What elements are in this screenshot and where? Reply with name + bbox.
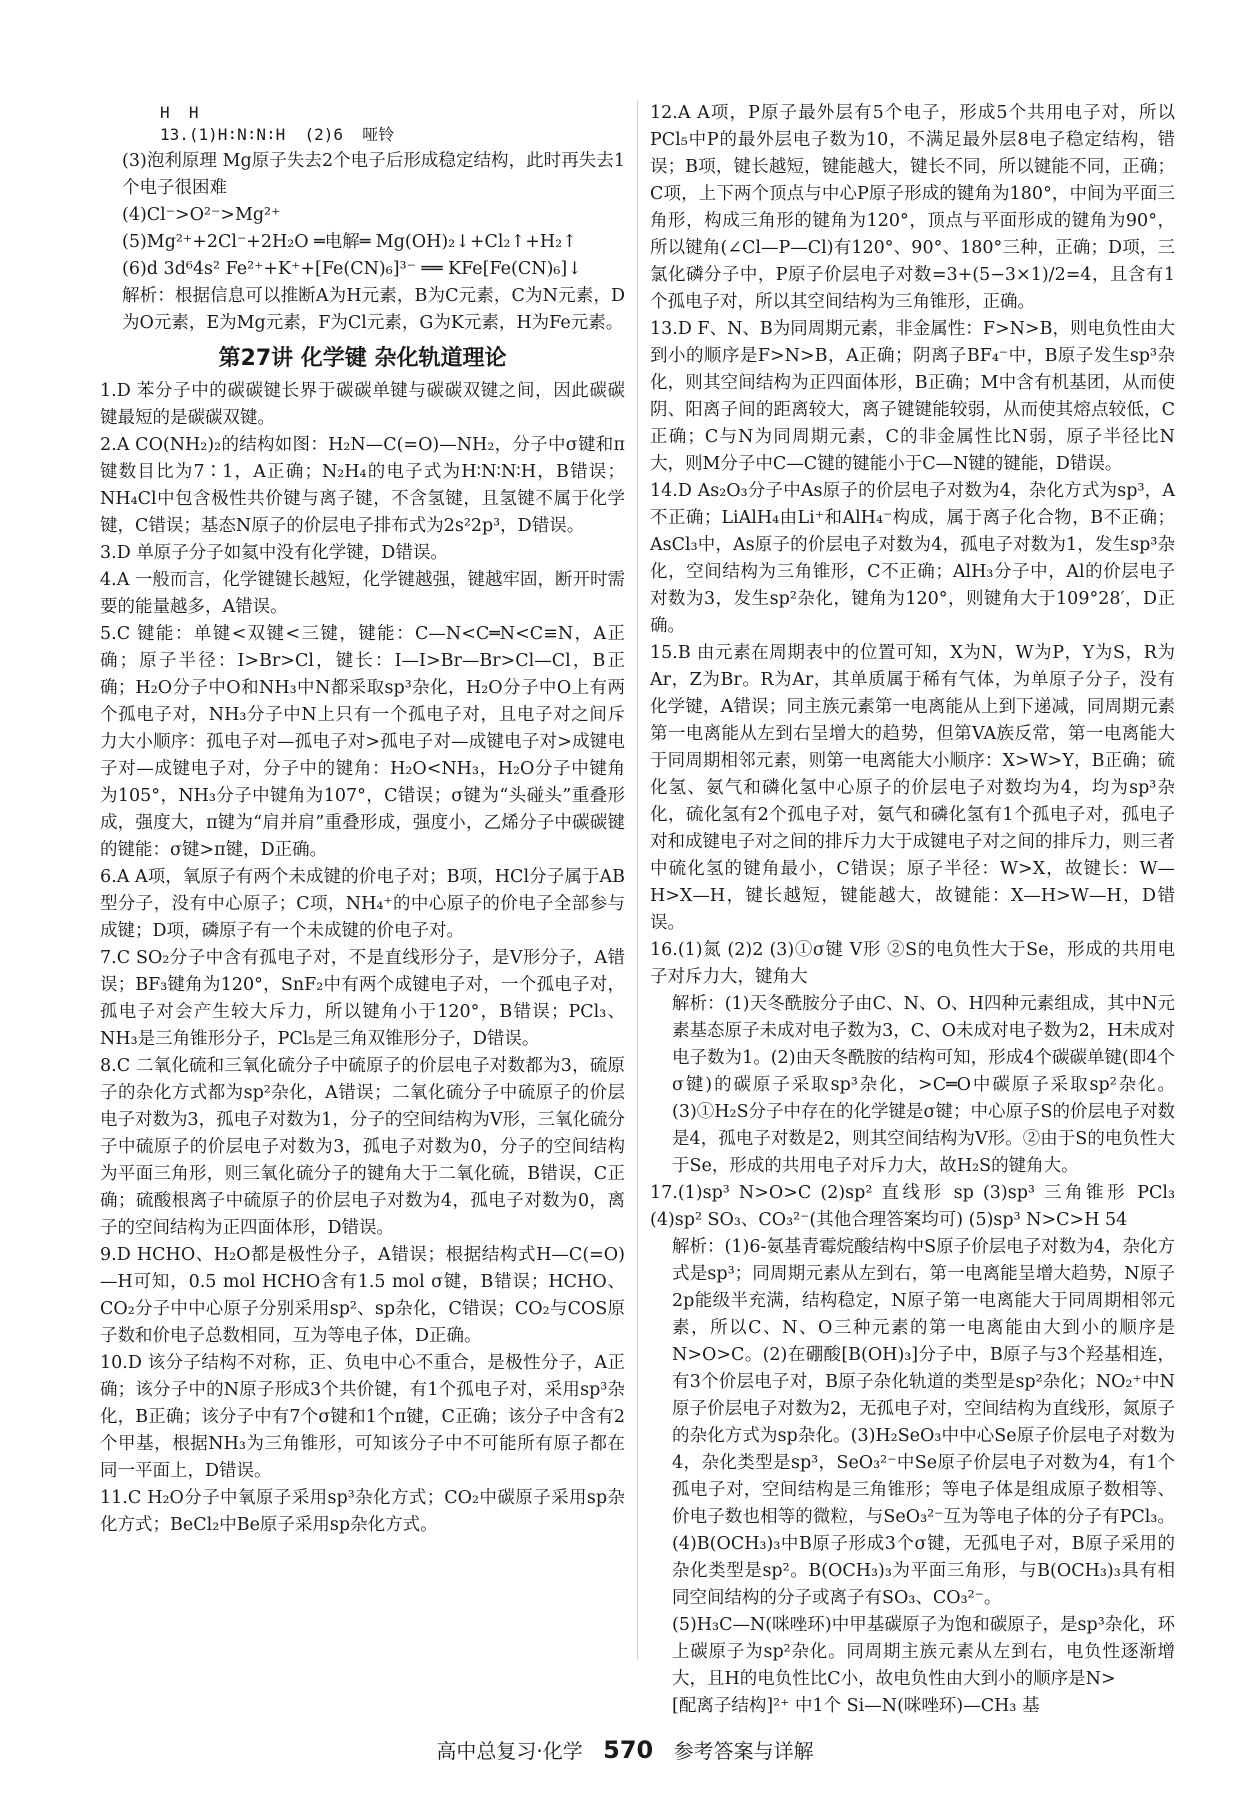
answer-analysis: 解析：(1)6-氨基青霉烷酸结构中S原子价层电子对数为4，杂化方式是sp³；同周期元素从左到右，第一电离能呈增大趋势，N原子2p能级半充满，结构稳定，N原子第一电离能大于同周期相邻元素，所以C、N、O三种元素的第一电离能由大到小的顺序是N>O>C。(2)在硼酸[B(OH)₃]分子中，B原子与3个羟基相连，有3个价层电子对，B原子杂化轨道的类型是sp²杂化；NO₂⁺中N原子价层电子对数为2，无孤电子对，空间结构为直线形，氮原子的杂化方式为sp杂化。(3)H₂SeO₃中中心Se原子价层电子对数为4，杂化类型是sp³，SeO₃²⁻中Se原子价层电子对数为4，有1个孤电子对，空间结构是三角锥形；等电子体是组成原子数相等、价电子数也相等的微粒，与SeO₃²⁻互为等电子体的分子有PCl₃。(4)B(OCH₃)₃中B原子形成3个σ键，无孤电子对，B原子采用的杂化类型是sp²。B(OCH₃)₃为平面三角形，与B(OCH₃)₃具有相同空间结构的分子或离子有SO₃、CO₃²⁻。 (672, 1237, 1175, 1608)
q13-analysis: 解析：根据信息可以推断A为H元素，B为C元素，C为N元素，D为O元素，E为Mg元素，F为Cl元素，G为K元素，H为Fe元素。 (122, 286, 625, 333)
answer-item: 14.D As₂O₃分子中As原子的价层电子对数为4，杂化方式为sp³，A不正确；LiAlH₄由Li⁺和AlH₄⁻构成，属于离子化合物，B不正确；AsCl₃中，As原子的价层电子对数为4，孤电子对数为1，发生sp³杂化，空间结构为三角锥形，C不正确；AlH₃分子中，Al的价层电子对数为3，发生sp²杂化，键角为120°，则键角大于109°28′，D正确。 (650, 481, 1175, 636)
answer-item: 17.(1)sp³ N>O>C (2)sp² 直线形 sp (3)sp³ 三角锥形 PCl₃ (4)sp² SO₃、CO₃²⁻(其他合理答案均可) (5)sp³ N>C>H 54 (650, 1183, 1175, 1230)
answer-item: 16.(1)氮 (2)2 (3)①σ键 V形 ②S的电负性大于Se，形成的共用电子对斥力大，键角大 (650, 940, 1175, 987)
answer-item: 3.D 单原子分子如氦中没有化学键，D错误。 (100, 543, 448, 563)
footer-section-label: 参考答案与详解 (673, 1739, 814, 1763)
q13-line-4: (6)d 3d⁶4s² Fe²⁺+K⁺+[Fe(CN)₆]³⁻ ══ KFe[Fe(CN)₆]↓ (122, 259, 582, 279)
answer-item: 15.B 由元素在周期表中的位置可知，X为N，W为P，Y为S，R为Ar，Z为Br。R为Ar，其单质属于稀有气体，为单原子分子，没有化学键，A错误；同主族元素第一电离能从上到下递减，同周期元素第一电离能从左到右呈增大的趋势，但第VA族反常，第一电离能大于同周期相邻元素，则第一电离能大小顺序：X>W>Y，B正确；硫化氢、氨气和磷化氢中心原子的价层电子对数均为4，均为sp³杂化，硫化氢有2个孤电子对，氨气和磷化氢有1个孤电子对，孤电子对和成键电子对之间的排斥力大于成键电子对之间的排斥力，则三者中硫化氢的键角最小，C错误；原子半径：W>X，故键长：W—H>X—H，键长越短，键能越大，故键能：X—H>W—H，D错误。 (650, 643, 1175, 933)
answer-item: 7.C SO₂分子中含有孤电子对，不是直线形分子，是V形分子，A错误；BF₃键角为120°，SnF₂中有两个成键电子对，一个孤电子对，孤电子对会产生较大斥力，所以键角小于120°，B错误；PCl₃、NH₃是三角锥形分子，PCl₅是三角双锥形分子，D错误。 (100, 948, 625, 1049)
answer-item: 11.C H₂O分子中氧原子采用sp³杂化方式；CO₂中碳原子采用sp杂化方式；BeCl₂中Be原子采用sp杂化方式。 (100, 1488, 625, 1535)
column-divider (637, 100, 638, 1660)
left-column (100, 100, 625, 1539)
answer-item: 5.C 键能：单键<双键<三键，键能：C—N<C═N<C≡N，A正确；原子半径：I>Br>Cl，键长：I—I>Br—Br>Cl—Cl，B正确；H₂O分子中O和NH₃中N都采取sp³杂化，H₂O分子中O上有两个孤电子对，NH₃分子中N上只有一个孤电子对，且电子对之间斥力大小顺序：孤电子对—孤电子对>孤电子对—成键电子对>成键电子对—成键电子对，分子中的键角：H₂O<NH₃，H₂O分子中键角为105°，NH₃分子中键角为107°，C错误；σ键为“头碰头”重叠形成，强度大，π键为“肩并肩”重叠形成，强度小，乙烯分子中碳碳键的键能：σ键>π键，D正确。 (100, 624, 625, 860)
page-number: 570 (603, 1736, 654, 1764)
q13-structure: H H 13.(1)H∶N∶N∶H (2)6 哑铃 (160, 103, 395, 144)
q13-line-2: (4)Cl⁻>O²⁻>Mg²⁺ (122, 205, 281, 225)
answer-item: 9.D HCHO、H₂O都是极性分子，A错误；根据结构式H—C(=O)—H可知，0.5 mol HCHO含有1.5 mol σ键，B错误；HCHO、CO₂分子中中心原子分别采用sp²、sp杂化，C错误；CO₂与COS原子数和价电子总数相同，互为等电子体，D正确。 (100, 1245, 625, 1346)
answer-item: 10.D 该分子结构不对称，正、负电中心不重合，是极性分子，A正确；该分子中的N原子形成3个共价键，有1个孤电子对，采用sp³杂化，B正确；该分子中有7个σ键和1个π键，C正确；该分子中含有2个甲基，根据NH₃为三角锥形，可知该分子中不可能所有原子都在同一平面上，D错误。 (100, 1353, 625, 1481)
answer-item: 6.A A项，氧原子有两个未成键的价电子对；B项，HCl分子属于AB型分子，没有中心原子；C项，NH₄⁺的中心原子的价电子全部参与成键；D项，磷原子有一个未成键的价电子对。 (100, 867, 625, 941)
answer-item: 13.D F、N、B为同周期元素，非金属性：F>N>B，则电负性由大到小的顺序是F>N>B，A正确；阴离子BF₄⁻中，B原子发生sp³杂化，则其空间结构为正四面体形，B正确；M中含有机基团，从而使阴、阳离子间的距离较大，离子键键能较弱，从而使其熔点较低，C正确；C与N为同周期元素，C的非金属性比N弱，原子半径比N大，则M分子中C—C键的键能小于C—N键的键能，D错误。 (650, 319, 1175, 474)
answer-analysis: 解析：(1)天冬酰胺分子由C、N、O、H四种元素组成，其中N元素基态原子未成对电子数为3，C、O未成对电子数为2，H未成对电子数为1。(2)由天冬酰胺的结构可知，形成4个碳碳单键(即4个σ键)的碳原子采取sp³杂化，>C═O中碳原子采取sp²杂化。(3)①H₂S分子中存在的化学键是σ键；中心原子S的价层电子对数是4，孤电子对数是2，则其空间结构为V形。②由于S的电负性大于Se，形成的共用电子对斥力大，故H₂S的键角大。 (672, 994, 1175, 1176)
page-footer (0, 1735, 1250, 1764)
q13-line-1: (3)泡利原理 Mg原子失去2个电子后形成稳定结构，此时再失去1个电子很困难 (122, 151, 625, 198)
answer-analysis: (5)H₃C—N(咪唑环)中甲基碳原子为饱和碳原子，是sp³杂化，环上碳原子为sp²杂化。同周期主族元素从左到右，电负性逐渐增大，且H的电负性比C小，故电负性由大到小的顺序是N> (672, 1615, 1175, 1689)
answer-item: 1.D 苯分子中的碳碳键长界于碳碳单键与碳碳双键之间，因此碳碳键最短的是碳碳双键。 (100, 381, 625, 428)
answer-item: 12.A A项，P原子最外层有5个电子，形成5个共用电子对，所以PCl₅中P的最外层电子数为10，不满足最外层8电子稳定结构，错误；B项，键长越短，键能越大，键长不同，所以键能不同，正确；C项，上下两个顶点与中心P原子形成的键角为180°，中间为平面三角形，构成三角形的键角为120°，顶点与平面形成的键角为90°，所以键角(∠Cl—P—Cl)有120°、90°、180°三种，正确；D项，三氯化磷分子中，P原子价层电子对数=3+(5−3×1)/2=4，且含有1个孤电子对，所以其空间结构为三角锥形，正确。 (650, 103, 1175, 312)
answer-item: 2.A CO(NH₂)₂的结构如图：H₂N—C(=O)—NH₂，分子中σ键和π键数目比为7∶1，A正确；N₂H₄的电子式为H∶N∶N∶H，B错误；NH₄Cl中包含极性共价键与离子键，不含氢键，且氢键不属于化学键，C错误；基态N原子的价层电子排布式为2s²2p³，D错误。 (100, 435, 625, 536)
answer-item: 4.A 一般而言，化学键键长越短，化学键越强，键越牢固，断开时需要的能量越多，A错误。 (100, 570, 625, 617)
footer-book-title: 高中总复习·化学 (436, 1739, 583, 1763)
section-title: 第27讲 化学键 杂化轨道理论 (218, 346, 507, 371)
q13-line-3: (5)Mg²⁺+2Cl⁻+2H₂O ═电解═ Mg(OH)₂↓+Cl₂↑+H₂↑ (122, 232, 577, 252)
answer-analysis: [配离子结构]²⁺ 中1个 Si—N(咪唑环)—CH₃ 基 (672, 1696, 1040, 1716)
right-column (650, 100, 1175, 1720)
answer-item: 8.C 二氧化硫和三氧化硫分子中硫原子的价层电子对数都为3，硫原子的杂化方式都为sp²杂化，A错误；二氧化硫分子中硫原子的价层电子对数为3，孤电子对数为1，分子的空间结构为V形，三氧化硫分子中硫原子的价层电子对数为3，孤电子对数为0，分子的空间结构为平面三角形，则三氧化硫分子的键角大于二氧化硫，B错误，C正确；硫酸根离子中硫原子的价层电子对数为4，孤电子对数为0，离子的空间结构为正四面体形，D错误。 (100, 1056, 625, 1238)
